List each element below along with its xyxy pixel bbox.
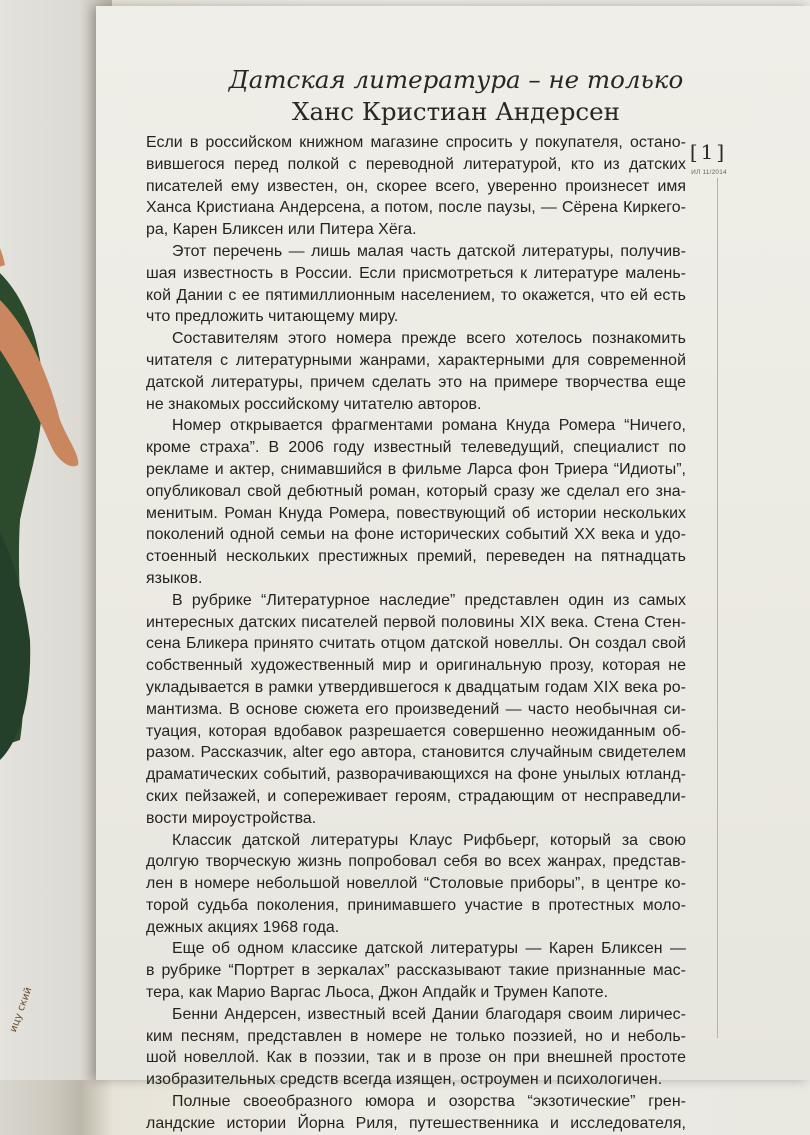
text-line: туация, которая вдобавок разрешается совершенно неожиданным об- [146,722,686,740]
text-line: читателя с литературными жанрами, характерными для современной [146,351,686,369]
page-number-badge [685,140,729,164]
gutter-caption: ицу ский [8,985,35,1034]
text-line: укладывается в рамки утвердившегося к двадцатым годам XIX века ро- [146,678,686,696]
text-line: стоенный нескольких престижных премий, переведен на пятнадцать [146,548,686,566]
text-line: кроме страха”. В 2006 году известный телеведущий, специалист по [146,439,686,457]
text-line: ландские истории Йорна Риля, путешественника и исследователя, [146,1114,686,1132]
paragraph [146,1091,686,1135]
article-title [96,64,810,128]
text-line: Полные своеобразного юмора и озорства “экзотические” грен- [172,1093,686,1111]
text-line: опубликовал свой дебютный роман, который сразу же сделал его зна- [146,482,686,500]
text-line: шой новеллой. Как в поэзии, так и в прозе он при внешней простоте [146,1049,686,1067]
text-line: лен в номере небольшой новеллой “Столовые приборы”, в центре ко- [146,875,686,893]
text-line: интересных датских писателей первой половины XIX века. Стена Стен- [146,613,686,631]
paragraph [146,590,686,830]
issue-label: ИЛ 11/2014 [691,169,727,176]
text-line: разом. Рассказчик, alter ego автора, становится случайным свидетелем [146,744,686,762]
text-line: В рубрике “Литературное наследие” представлен один из самых [172,591,686,609]
text-line: драматических событий, разворачивающихся на фоне унылых ютланд- [146,766,686,784]
text-line: языков. [146,569,203,587]
text-line: менитым. Роман Кнуда Ромера, повествующий об истории нескольких [146,504,686,522]
title-line-2: Ханс Кристиан Андерсен [292,97,620,126]
text-line: что предложить читающему миру. [146,308,399,326]
text-line: ра, Карен Бликсен или Питера Хёга. [146,221,417,239]
paragraph [146,415,686,589]
text-line: долгую творческую жизнь попробовал себя во всех жанрах, представ- [146,853,686,871]
text-line: вившегося перед полкой с переводной литературой, кто из датских [146,155,686,173]
text-line: Бенни Андерсен, известный всей Дании благодаря своим лиричес- [172,1005,686,1023]
paragraph [146,938,686,1003]
text-line: мантизма. В основе сюжета его произведений — часто необычная си- [146,700,686,718]
paragraph [146,1004,686,1091]
figure-skin-top [0,210,5,280]
text-line: Классик датской литературы Клаус Рифбьерг, который за свою [172,831,686,849]
bracket-close: ] [716,140,725,164]
text-line: торой судьба поколения, принимавшего участие в протестных моло- [146,896,686,914]
text-line: изобразительных средств всегда изящен, остроумен и психологичен. [146,1071,663,1089]
text-line: рекламе и актер, снимавшийся в фильме Ларса фон Триера “Идиоты”, [146,460,686,478]
text-line: сена Бликера принято считать отцом датской новеллы. Он создал свой [146,635,686,653]
text-line: Номер открывается фрагментами романа Кнуда Ромера “Ничего, [172,417,686,435]
page-number: 1 [700,140,714,164]
text-line: собственный художественный мир и оригинальную прозу, которая не [146,657,686,675]
text-line: в рубрике “Портрет в зеркалах” рассказывают такие признанные мас- [146,962,686,980]
text-line: ким песням, представлен в номере не только поэзией, но и неболь- [146,1027,686,1045]
text-line: поколений одной семьи на фоне исторических событий XX века и удо- [146,526,686,544]
text-line: писателей ему известен, он, скорее всего, уверенно произнесет имя [146,177,686,195]
text-line: Этот перечень — лишь малая часть датской литературы, получив- [172,242,686,260]
paragraph [146,241,686,328]
paragraph [146,132,686,241]
text-line: тера, как Марио Варгас Льоса, Джон Апдайк и Трумен Капоте. [146,984,609,1002]
margin-rule [717,178,718,1038]
paragraph [146,328,686,415]
title-line-1: Датская литература – не только [228,65,684,94]
illustration-figure [0,0,80,1080]
text-line: ских пейзажей, и сопереживает героям, страдающим от несправедли- [146,787,686,805]
book-page [96,6,810,1132]
text-line: Если в российском книжном магазине спросить у покупателя, остано- [146,134,686,151]
article-body [146,132,686,1135]
text-line: Еще об одном классике датской литературы — Карен Бликсен — [172,940,686,958]
text-line: не знакомых российскому читателю авторов. [146,395,482,413]
text-line: Ханса Кристиана Андерсена, а потом, после паузы, — Сёрена Киркего- [146,199,686,217]
paragraph [146,830,686,939]
bracket-open: [ [689,140,698,164]
text-line: шая известность в России. Если присмотреться к литературе малень- [146,264,686,282]
text-line: кой Дании с ее пятимиллионным населением, то окажется, что ей есть [146,286,686,304]
text-line: Составителям этого номера прежде всего хотелось познакомить [172,330,686,348]
text-line: вости мироустройства. [146,809,317,827]
text-line: датской литературы, причем сделать это на примере творчества еще [146,373,686,391]
text-line: дежных акциях 1968 года. [146,918,340,936]
